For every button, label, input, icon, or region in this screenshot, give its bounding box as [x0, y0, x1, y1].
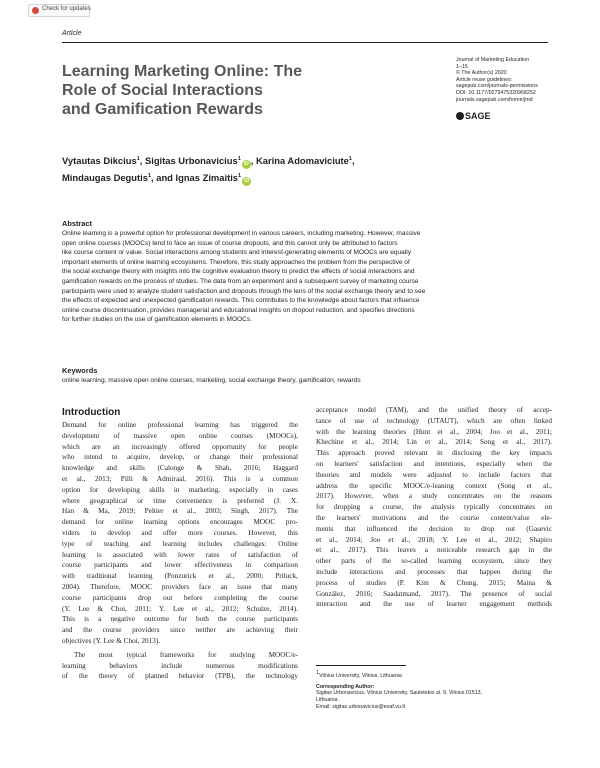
body-text-line: the learners' motivations and the course content/value ele-: [316, 513, 552, 522]
body-text-line: course participants drop out before completing the course: [62, 593, 298, 602]
footnote: [316, 670, 556, 711]
abstract-body: [62, 229, 550, 325]
body-text-line: González, 2016; Saadatmand, 2017). The presence of social: [316, 589, 552, 598]
body-text-line: This approach proved relevant in disclosing the key impacts: [316, 449, 552, 458]
body-text-line: option for developing skills in marketing, especially in cases: [62, 485, 298, 494]
body-text-line: demand for online learning options encourages MOOC pro-: [62, 518, 298, 527]
body-text-line: The most typical frameworks for studying MOOC/e-: [74, 650, 298, 659]
abstract-line: the social exchange theory with insights into the cognitive evaluation theory to predict the effects of social interactions and: [62, 268, 415, 276]
body-text-line: viders to develop and offer more courses. However, this: [62, 528, 298, 537]
author-affiliation-mark: 1: [147, 173, 152, 180]
body-text-line: course participants and lower effectiveness in comparison: [62, 561, 298, 570]
body-text-line: Han & Ma, 2019; Peltier et al., 2003; Singh, 2017). The: [62, 507, 298, 516]
keywords-heading: Keywords: [62, 366, 98, 375]
body-text-line: where geographical or time convenience is preferred (J. X.: [62, 496, 298, 505]
check-for-updates-badge[interactable]: [28, 4, 90, 17]
body-text-line: development of massive open online courses (MOOCs),: [62, 431, 298, 440]
copyright: © The Author(s) 2020: [456, 70, 507, 77]
body-text-line: This is a negative outcome for both the course participants: [62, 615, 298, 624]
author-affiliation-mark: 1: [136, 156, 140, 162]
body-text-line: learning is associated with lower rates of satisfaction of: [62, 550, 298, 559]
permissions-link[interactable]: sagepub.com/journals-permissions: [456, 83, 538, 90]
update-icon: [32, 7, 39, 14]
author-affiliation-mark: 1: [238, 173, 242, 180]
body-text-line: et al., 2014; Joo et al., 2018; Y. Lee et al., 2012; Shapiro: [316, 535, 552, 544]
author-list: [62, 152, 522, 186]
abstract-line: participants were used to analyze student satisfaction and dropouts through the lens of the social exchange theory and to see: [62, 287, 426, 295]
body-text-line: who intend to acquire, develop, or change their professional: [62, 453, 298, 462]
body-text-line: objectives (Y. Lee & Choi, 2013).: [62, 636, 161, 645]
body-text-line: with traditional learning (Ponzurick et al., 2000; Priluck,: [62, 572, 298, 581]
body-text-line: 2004). Therefore, MOOC providers face an issue that many: [62, 582, 298, 591]
body-text-line: which are an increasingly offered opportunity for people: [62, 442, 298, 451]
abstract-line: like course content or value. Social interactions among students and interest-generating elements of MOOCs are equally: [62, 249, 411, 257]
title-line: and Gamification Rewards: [62, 101, 263, 118]
body-text-line: process of studies (P. Kim & Chung, 2015; Maina &: [316, 578, 552, 587]
body-text-line: et al., 2013; Pilli & Admiraal, 2016). This is a common: [62, 474, 298, 483]
body-text-line: theories and models were adjusted to include factors that: [316, 470, 552, 479]
title-line: Learning Marketing Online: The: [62, 63, 303, 80]
header-divider: [62, 42, 548, 43]
author-name: Sigitas Urbonavicius: [144, 155, 238, 167]
author-name: Mindaugas Degutis: [62, 172, 148, 184]
publisher-name: SAGE: [465, 111, 491, 121]
body-text-line: ments that influenced the decision to drop out (Gasevic: [316, 524, 552, 533]
body-column-right: [316, 405, 552, 610]
paper-title: [62, 62, 362, 119]
abstract-line: important elements of online learning ecosystems. Therefore, this study approaches the problem from the perspective of: [62, 258, 410, 266]
publisher-logo: [456, 111, 491, 121]
abstract-line: gamification rewards on the process of studies. The data from an experiment and a subsequent survey of marketing course: [62, 277, 419, 285]
body-column-left: [62, 420, 298, 682]
abstract-heading: Abstract: [62, 219, 92, 228]
keywords-list: online learning, massive open online courses, marketing, social exchange theory, gamification, rewards: [62, 377, 361, 384]
article-type-label: Article: [62, 30, 82, 37]
introduction-heading: Introduction: [62, 407, 121, 418]
body-text-line: other parts of the so-called learning ecosystem, since they: [316, 557, 552, 566]
body-text-line: 2017). However, when a study concentrates on the reasons: [316, 492, 552, 501]
body-text-line: with the learning theories (Hunt et al., 2004; Joo et al., 2011;: [316, 427, 552, 436]
abstract-line: open online courses (MOOCs) tend to face an issue of course dropouts, and this cannot only be attributed to factors: [62, 239, 398, 247]
body-text-line: and the course providers since neither are achieving their: [62, 626, 298, 635]
corresponding-author-line: Lithuania.: [316, 697, 339, 704]
abstract-line: online course discontinuation, provides managerial and educational insights on dropout reduction, and specifies directions: [62, 306, 415, 314]
author-name: Karina Adomaviciute: [255, 155, 349, 167]
body-text-line: knowledge and skills (Calonge & Shah, 2016; Haggard: [62, 464, 298, 473]
reuse-guidelines-label: Article reuse guidelines:: [456, 76, 513, 83]
body-text-line: on learners' satisfaction and intentions, especially when the: [316, 459, 552, 468]
author-affiliation-mark: 1: [237, 156, 241, 162]
sage-logo-icon: [456, 112, 464, 120]
body-text-line: include interactions and processes that happen during the: [316, 567, 552, 576]
corresponding-author-email[interactable]: Email: sigitas.urbonavicius@evaf.vu.lt: [316, 703, 405, 710]
doi[interactable]: DOI: 10.1177/0273475320968252: [456, 89, 536, 96]
corresponding-author-heading: Corresponding Author:: [316, 683, 375, 690]
body-text-line: Demand for online professional learning has triggered the: [62, 421, 298, 429]
body-text-line: Khechine et al., 2014; Lin et al., 2014; Song et al., 2017).: [316, 438, 552, 447]
journal-home-link[interactable]: journals.sagepub.com/home/jmd: [456, 96, 533, 103]
check-for-updates-label: Check for updates: [42, 6, 91, 12]
body-text-line: of the theory of planned behavior (TPB), the technology: [62, 672, 298, 681]
abstract-line: for further studies on the use of gamification elements in MOOCs.: [62, 316, 252, 324]
orcid-icon[interactable]: iD: [244, 178, 250, 185]
author-name: Vytautas Dikcius: [62, 155, 137, 167]
abstract-line: Online learning is a powerful option for professional development in various careers, including marketing. However, massive: [62, 230, 421, 237]
body-text-line: acceptance model (TAM), and the unified theory of accep-: [316, 406, 552, 414]
body-text-line: (Y. Lee & Choi, 2011; Y. Lee et al., 2012; Schulze, 2014).: [62, 604, 298, 613]
footnote-divider: [316, 665, 406, 666]
author-line: Mindaugas Degutis$^1$, and Ignas Zimaitis$^1$iD: [62, 172, 250, 185]
affiliation: $^1$Vilnius University, Vilnius, Lithuania: [316, 670, 402, 679]
publication-info: [456, 57, 586, 103]
author-affiliation-mark: 1: [348, 156, 352, 162]
corresponding-author-line: Sigitas Urbonavicius, Vilnius University, Sauletekio al. 9, Vilnius 01513,: [316, 690, 483, 697]
author-name: Ignas Zimaitis: [175, 172, 239, 184]
body-text-line: interaction and the use of learner engagement methods: [316, 600, 552, 609]
title-line: Role of Social Interactions: [62, 82, 263, 99]
page-range: 1–15: [456, 63, 468, 70]
abstract-line: the effects of expected and unexpected gamification rewards. This contributes to the knowledge about factors that influence: [62, 297, 420, 305]
body-text-line: type of teaching and learning includes challenges: Online: [62, 539, 298, 548]
author-line: Vytautas Dikcius$^1$, Sigitas Urbonavicius$^1$iD , Karina Adomaviciute$^1$,: [62, 155, 355, 168]
journal-name: Journal of Marketing Education: [456, 57, 530, 63]
body-text-line: for dropping a course, the analysis typically concentrates on: [316, 503, 552, 512]
body-text-line: et al., 2017). This leaves a noticeable research gap in the: [316, 546, 552, 555]
body-text-line: address the specific MOOC/e-leaning context (Song et al.,: [316, 481, 552, 490]
orcid-icon[interactable]: iD: [243, 161, 249, 168]
body-text-line: learning behaviors include numerous modifications: [62, 661, 298, 670]
body-text-line: tance of use of technology (UTAUT), which are often linked: [316, 416, 552, 425]
